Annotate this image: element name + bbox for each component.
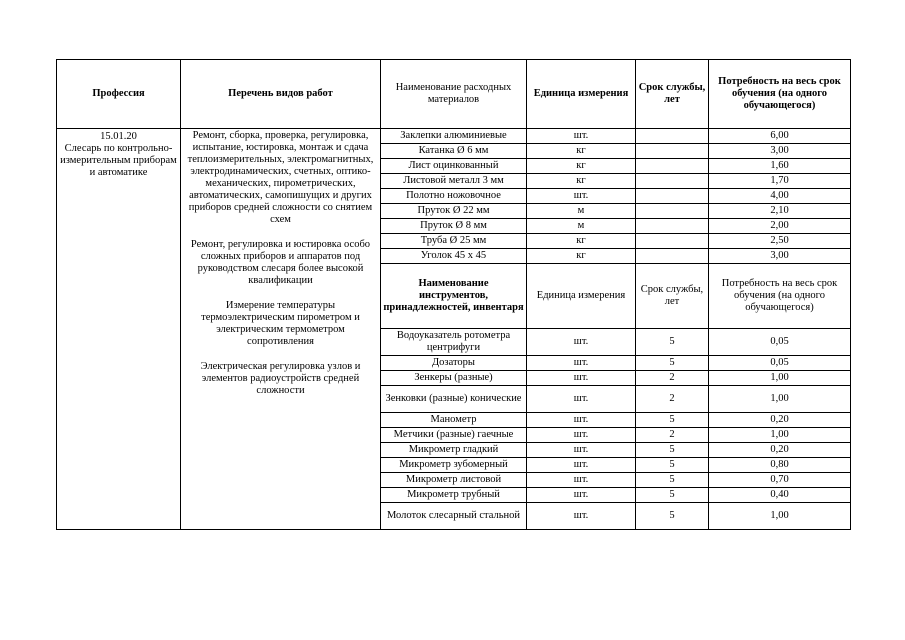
tool-unit: шт. — [527, 413, 636, 428]
tool-name: Зенковки (разные) конические — [381, 386, 527, 413]
tool-name: Микрометр зубомерный — [381, 458, 527, 473]
tool-unit: шт. — [527, 458, 636, 473]
header-need: Потребность на весь срок обучения (на одного обучающегося) — [709, 60, 851, 129]
tool-name: Микрометр трубный — [381, 488, 527, 503]
material-need: 3,00 — [709, 249, 851, 264]
tool-unit: шт. — [527, 428, 636, 443]
tool-service: 2 — [636, 386, 709, 413]
material-service — [636, 129, 709, 144]
header-works: Перечень видов работ — [181, 60, 381, 129]
tool-service: 5 — [636, 443, 709, 458]
material-service — [636, 204, 709, 219]
tool-name: Микрометр гладкий — [381, 443, 527, 458]
tool-name: Дозаторы — [381, 356, 527, 371]
material-unit: м — [527, 204, 636, 219]
material-name: Полотно ножовочное — [381, 189, 527, 204]
material-need: 6,00 — [709, 129, 851, 144]
work-item: Ремонт, сборка, проверка, регулировка, испытание, юстировка, монтаж и сдача теплоизмерительных, электромагнитных, электродинамических, счетных, оптико-механических, пирометрических, автоматических, самопишущих и других приборов средней сложности со снятием схем — [187, 130, 374, 225]
material-need: 1,70 — [709, 174, 851, 189]
material-name: Листовой металл 3 мм — [381, 174, 527, 189]
material-name: Уголок 45 х 45 — [381, 249, 527, 264]
material-need: 4,00 — [709, 189, 851, 204]
tool-service: 2 — [636, 371, 709, 386]
tool-name: Молоток слесарный стальной — [381, 503, 527, 530]
header-profession: Профессия — [57, 60, 181, 129]
tools-header-service: Срок службы, лет — [636, 264, 709, 329]
tool-service: 5 — [636, 488, 709, 503]
tool-service: 5 — [636, 329, 709, 356]
header-row — [57, 60, 851, 129]
material-unit: кг — [527, 234, 636, 249]
tool-service: 5 — [636, 503, 709, 530]
profession-name: Слесарь по контрольно-измерительным приборам и автоматике — [60, 143, 177, 178]
material-need: 2,10 — [709, 204, 851, 219]
work-item: Ремонт, регулировка и юстировка особо сложных приборов и аппаратов под руководством слесаря более высокой квалификации — [190, 239, 371, 286]
header-materials-name: Наименование расходных материалов — [381, 60, 527, 129]
works-cell — [181, 129, 381, 530]
tool-need: 0,70 — [709, 473, 851, 488]
material-service — [636, 249, 709, 264]
tool-unit: шт. — [527, 443, 636, 458]
header-service: Срок службы, лет — [636, 60, 709, 129]
tool-unit: шт. — [527, 503, 636, 530]
tool-unit: шт. — [527, 473, 636, 488]
tool-service: 5 — [636, 356, 709, 371]
material-service — [636, 144, 709, 159]
material-name: Пруток Ø 22 мм — [381, 204, 527, 219]
tool-name: Зенкеры (разные) — [381, 371, 527, 386]
tools-header-need: Потребность на весь срок обучения (на одного обучающегося) — [709, 264, 851, 329]
tool-name: Микрометр листовой — [381, 473, 527, 488]
material-need: 1,60 — [709, 159, 851, 174]
material-service — [636, 159, 709, 174]
material-service — [636, 219, 709, 234]
tools-header-unit: Единица измерения — [527, 264, 636, 329]
material-need: 3,00 — [709, 144, 851, 159]
tool-name: Метчики (разные) гаечные — [381, 428, 527, 443]
tool-need: 0,05 — [709, 329, 851, 356]
tool-service: 2 — [636, 428, 709, 443]
tool-unit: шт. — [527, 356, 636, 371]
equipment-table — [56, 59, 851, 530]
material-unit: м — [527, 219, 636, 234]
material-name: Труба Ø 25 мм — [381, 234, 527, 249]
tool-service: 5 — [636, 473, 709, 488]
tool-name: Манометр — [381, 413, 527, 428]
material-name: Катанка Ø 6 мм — [381, 144, 527, 159]
material-name: Лист оцинкованный — [381, 159, 527, 174]
tool-need: 0,20 — [709, 413, 851, 428]
material-service — [636, 189, 709, 204]
material-unit: кг — [527, 144, 636, 159]
material-service — [636, 234, 709, 249]
header-unit: Единица измерения — [527, 60, 636, 129]
profession-cell — [57, 129, 181, 530]
tool-need: 1,00 — [709, 428, 851, 443]
tool-need: 0,80 — [709, 458, 851, 473]
tool-unit: шт. — [527, 329, 636, 356]
material-unit: кг — [527, 249, 636, 264]
tool-unit: шт. — [527, 371, 636, 386]
material-unit: кг — [527, 159, 636, 174]
tool-need: 1,00 — [709, 386, 851, 413]
work-item: Измерение температуры термоэлектрическим пирометром и электрическим термометром сопротивления — [201, 300, 360, 347]
tool-need: 0,20 — [709, 443, 851, 458]
material-need: 2,00 — [709, 219, 851, 234]
material-need: 2,50 — [709, 234, 851, 249]
tool-name: Водоуказатель ротометра центрифуги — [381, 329, 527, 356]
material-service — [636, 174, 709, 189]
tool-need: 0,40 — [709, 488, 851, 503]
tool-need: 1,00 — [709, 371, 851, 386]
tools-header-name: Наименование инструментов, принадлежностей, инвентаря — [381, 264, 527, 329]
work-item: Электрическая регулировка узлов и элементов радиоустройств средней сложности — [200, 361, 361, 396]
material-name: Пруток Ø 8 мм — [381, 219, 527, 234]
table-row — [57, 129, 851, 144]
tool-unit: шт. — [527, 386, 636, 413]
material-unit: шт. — [527, 129, 636, 144]
tool-service: 5 — [636, 413, 709, 428]
material-unit: кг — [527, 174, 636, 189]
profession-code: 15.01.20 — [100, 131, 137, 142]
tool-unit: шт. — [527, 488, 636, 503]
tool-need: 1,00 — [709, 503, 851, 530]
material-unit: шт. — [527, 189, 636, 204]
tool-need: 0,05 — [709, 356, 851, 371]
tool-service: 5 — [636, 458, 709, 473]
material-name: Заклепки алюминиевые — [381, 129, 527, 144]
